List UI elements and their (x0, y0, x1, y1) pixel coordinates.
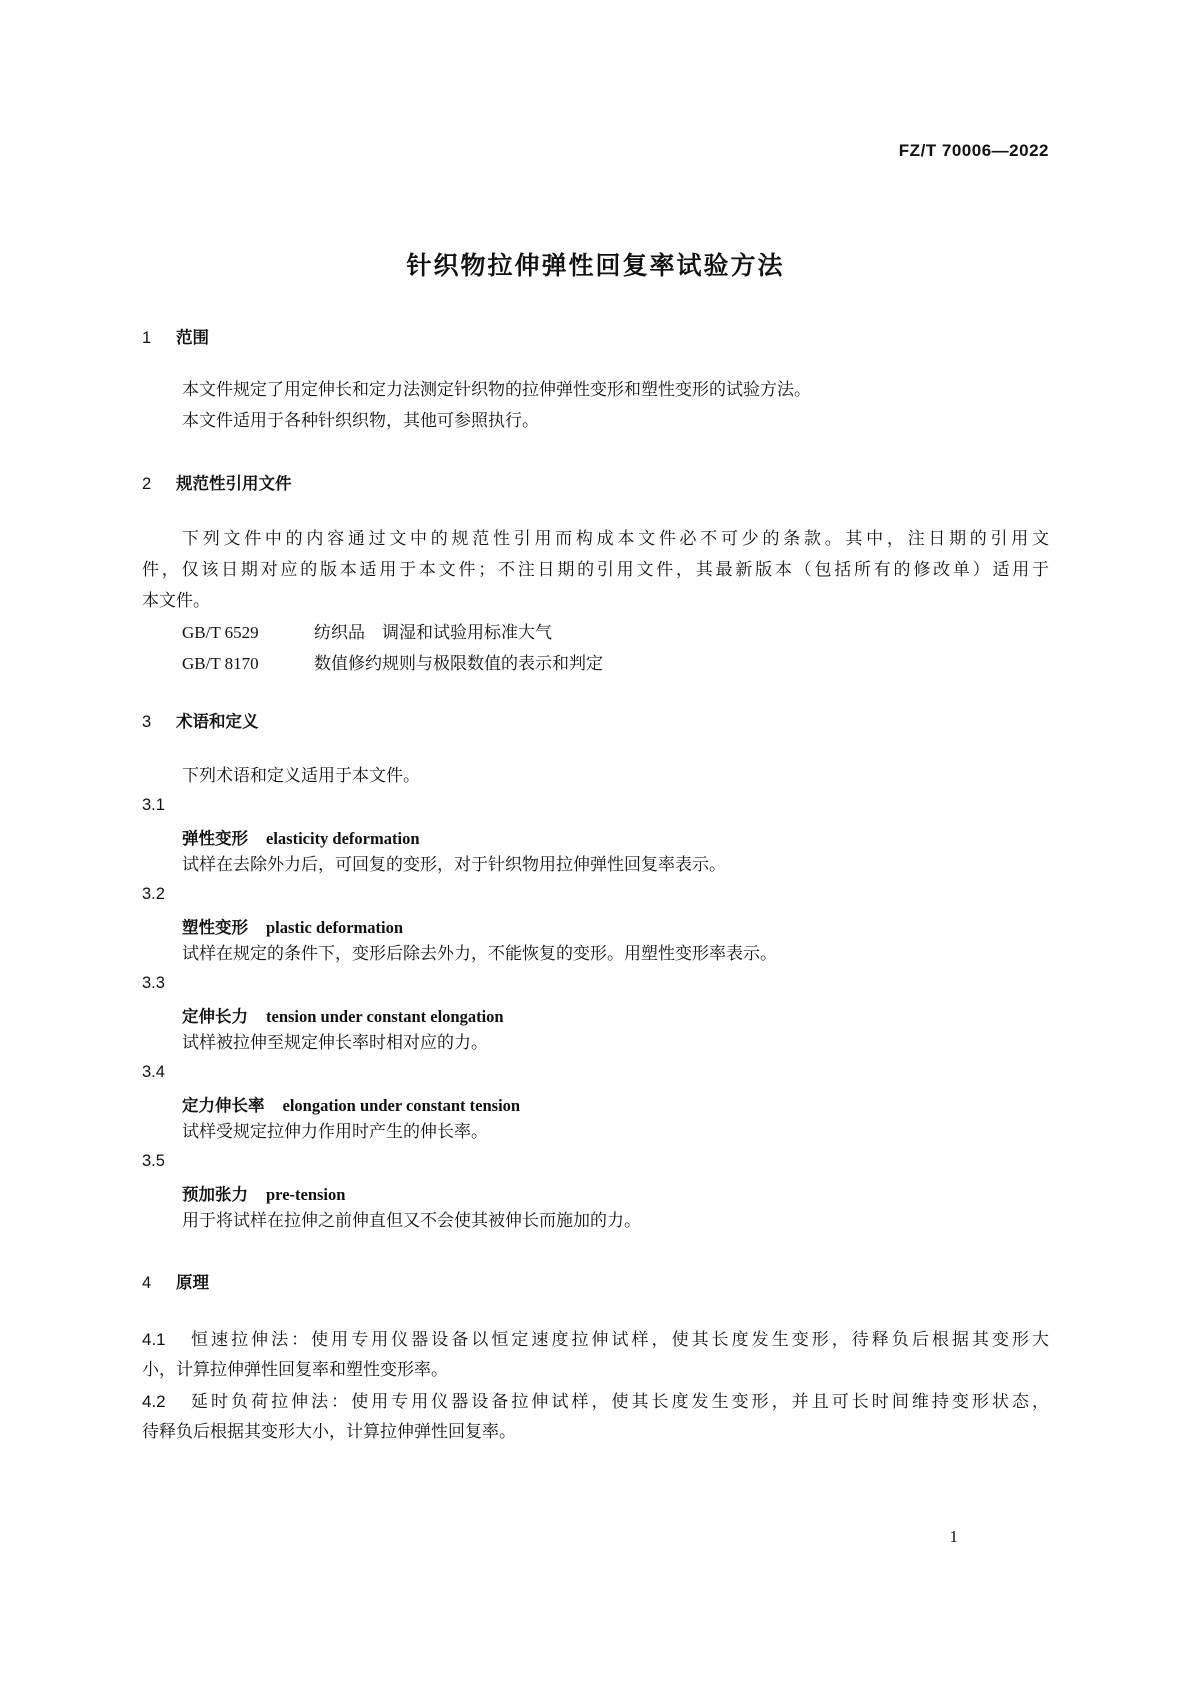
section-2-line-3: 本文件。 (142, 591, 210, 611)
term-en: pre-tension (266, 1185, 346, 1204)
section-number: 2 (142, 475, 152, 493)
term-number: 3.5 (142, 1152, 165, 1170)
term-heading (182, 1181, 345, 1205)
clause-text: 延时负荷拉伸法：使用专用仪器设备拉伸试样，使其长度发生变形，并且可长时间维持变形状态， (188, 1392, 1049, 1412)
term-definition: 试样受规定拉伸力作用时产生的伸长率。 (182, 1122, 488, 1142)
term-number: 3.1 (142, 796, 165, 814)
term-number: 3.4 (142, 1063, 165, 1081)
page-number: 1 (949, 1527, 958, 1546)
section-2-line-2: 件，仅该日期对应的版本适用于本文件；不注日期的引用文件，其最新版本（包括所有的修改单）适用于 (142, 560, 1049, 580)
reference-code: GB/T 6529 (182, 623, 259, 642)
term-heading (182, 825, 420, 849)
document-title: 针织物拉伸弹性回复率试验方法 (406, 251, 785, 280)
reference-code: GB/T 8170 (182, 654, 259, 673)
clause-4-1-line-2: 小，计算拉伸弹性回复率和塑性变形率。 (142, 1360, 448, 1380)
term-zh: 定伸长力 (182, 1007, 248, 1026)
term-definition: 试样在规定的条件下，变形后除去外力，不能恢复的变形。用塑性变形率表示。 (182, 944, 777, 964)
section-title: 规范性引用文件 (176, 474, 292, 493)
term-en: elongation under constant tension (282, 1096, 521, 1115)
section-1-para-2: 本文件适用于各种针织织物，其他可参照执行。 (182, 411, 539, 431)
term-en: elasticity deformation (266, 829, 420, 848)
clause-text: 恒速拉伸法：使用专用仪器设备以恒定速度拉伸试样，使其长度发生变形，待释负后根据其变形大 (188, 1330, 1049, 1350)
term-zh: 塑性变形 (182, 918, 248, 937)
term-definition: 试样被拉伸至规定伸长率时相对应的力。 (182, 1033, 488, 1053)
term-en: plastic deformation (266, 918, 404, 937)
clause-4-1-line-1 (142, 1324, 1049, 1355)
term-heading (182, 1003, 504, 1027)
section-2-heading (142, 470, 292, 494)
term-number: 3.2 (142, 885, 165, 903)
clause-4-2-line-2: 待释负后根据其变形大小，计算拉伸弹性回复率。 (142, 1422, 516, 1442)
reference-title: 纺织品 调湿和试验用标准大气 (314, 623, 552, 643)
section-3-intro: 下列术语和定义适用于本文件。 (182, 766, 420, 786)
section-1-para-1: 本文件规定了用定伸长和定力法测定针织物的拉伸弹性变形和塑性变形的试验方法。 (182, 380, 811, 400)
term-definition: 用于将试样在拉伸之前伸直但又不会使其被伸长而施加的力。 (182, 1211, 641, 1231)
section-number: 1 (142, 329, 152, 347)
normative-reference (182, 648, 603, 680)
section-number: 3 (142, 713, 152, 731)
section-3-heading (142, 708, 259, 732)
term-number: 3.3 (142, 974, 165, 992)
section-1-heading (142, 324, 209, 348)
term-en: tension under constant elongation (266, 1007, 504, 1026)
section-number: 4 (142, 1274, 152, 1292)
section-title: 原理 (176, 1273, 209, 1292)
section-title: 术语和定义 (176, 712, 259, 731)
term-heading (182, 914, 403, 938)
term-definition: 试样在去除外力后，可回复的变形，对于针织物用拉伸弹性回复率表示。 (182, 855, 726, 875)
term-zh: 弹性变形 (182, 829, 248, 848)
reference-title: 数值修约规则与极限数值的表示和判定 (314, 654, 603, 674)
standard-code: FZ/T 70006—2022 (898, 141, 1049, 160)
term-zh: 预加张力 (182, 1185, 248, 1204)
clause-number: 4.2 (142, 1392, 166, 1411)
term-heading (182, 1092, 520, 1116)
section-title: 范围 (176, 328, 209, 347)
section-2-line-1: 下列文件中的内容通过文中的规范性引用而构成本文件必不可少的条款。其中，注日期的引用文 (182, 529, 1049, 549)
normative-reference (182, 617, 552, 649)
term-zh: 定力伸长率 (182, 1096, 265, 1115)
section-4-heading (142, 1269, 209, 1293)
clause-number: 4.1 (142, 1330, 166, 1349)
clause-4-2-line-1 (142, 1386, 1049, 1417)
